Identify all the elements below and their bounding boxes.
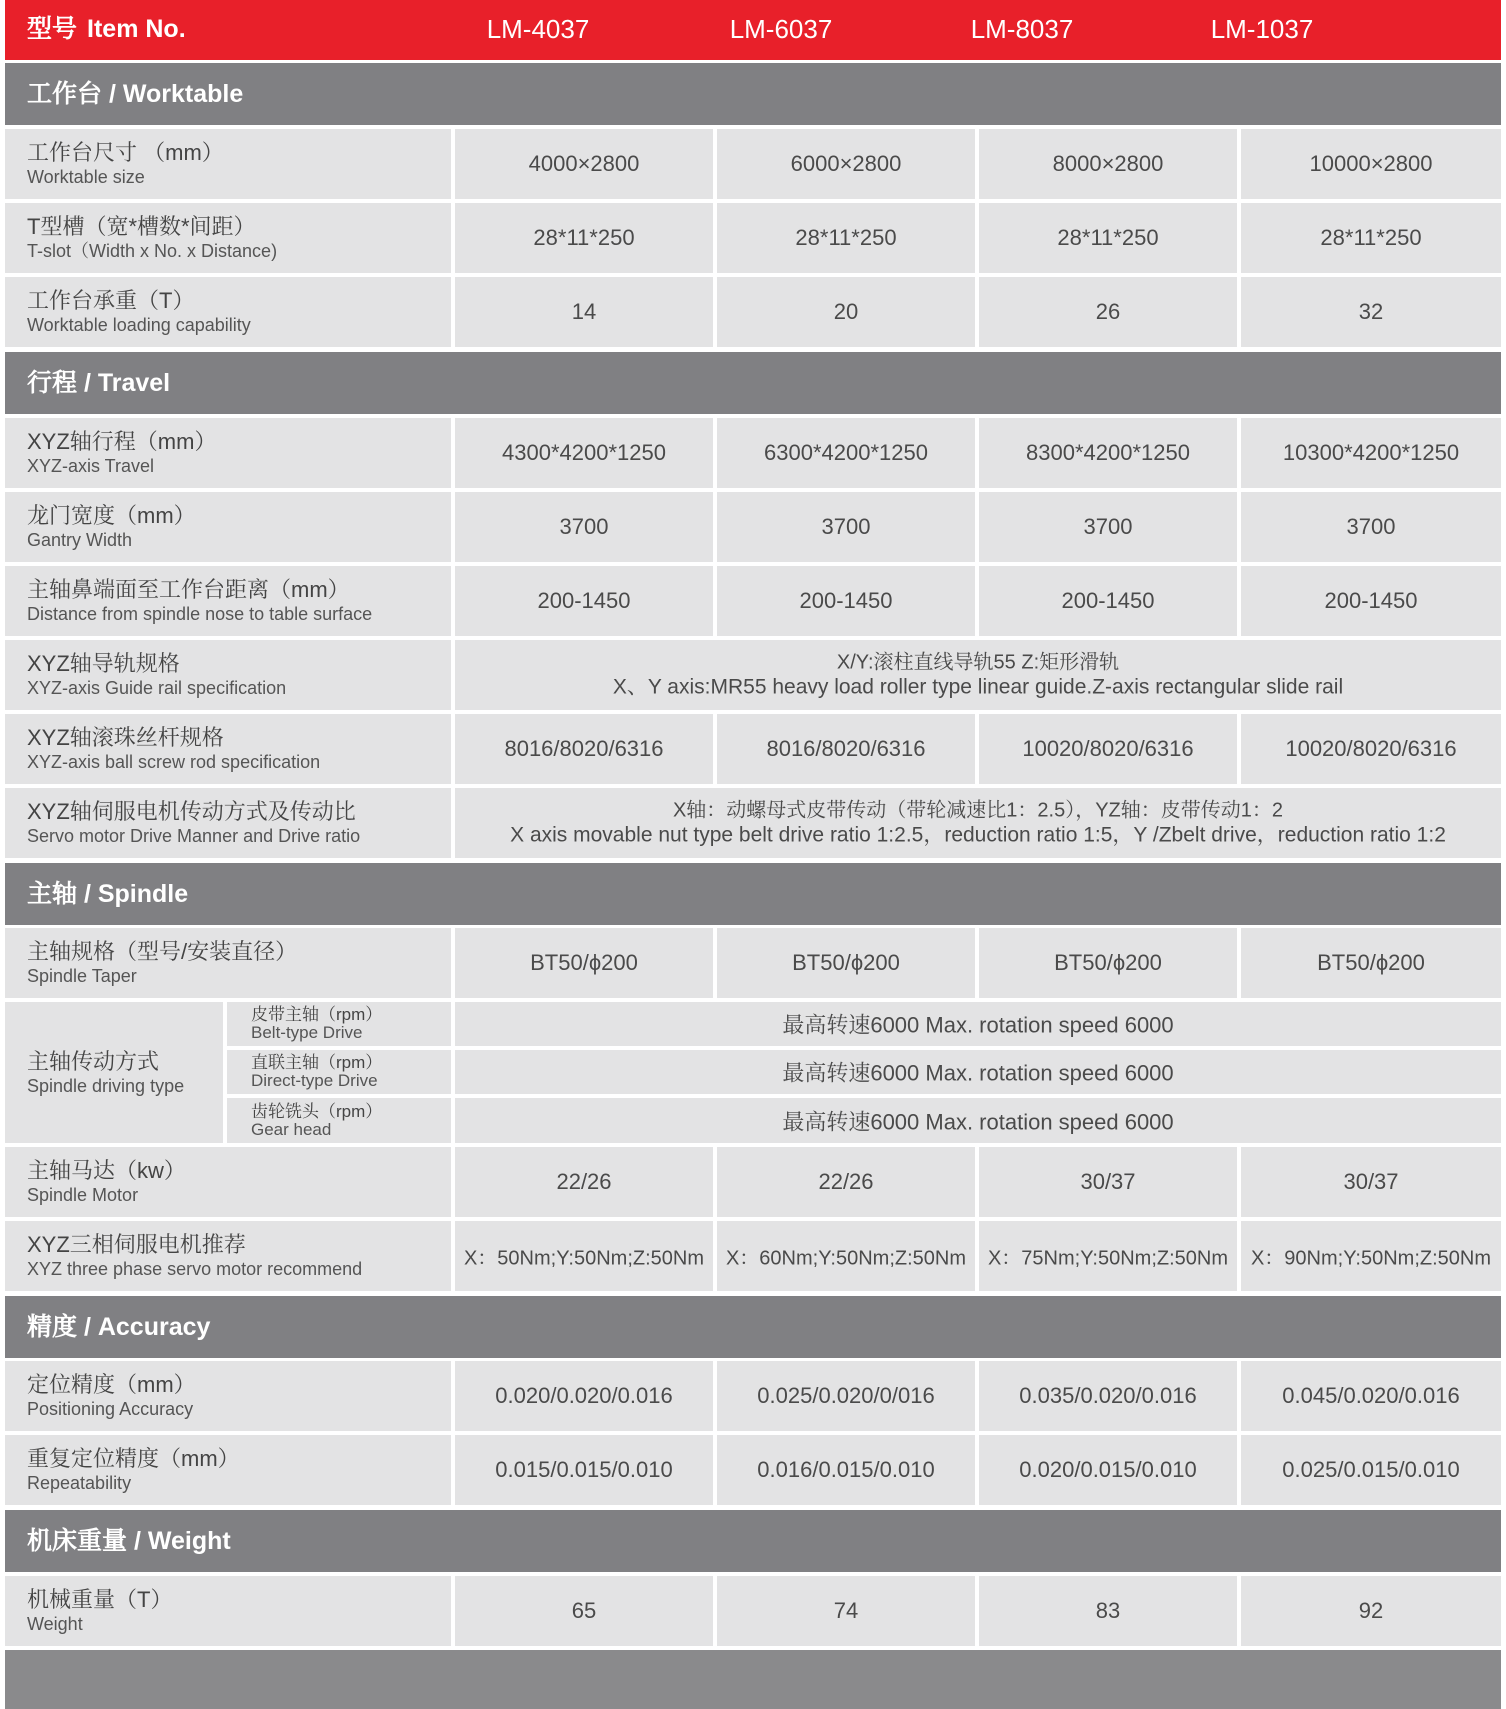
cell-value: 20 [833,299,859,324]
value-cell-span [455,640,1501,710]
cell-value [455,651,1501,700]
row-label-en: Distance from spindle nose to table surface [27,604,373,624]
row-label-en: XYZ-axis Guide rail specification [27,678,287,698]
cell-value: 6300*4200*1250 [764,440,928,465]
value-cell [455,1221,713,1291]
row-label-cn: XYZ轴滚珠丝杆规格 [27,725,224,750]
cell-value: 0.020/0.015/0.010 [1019,1457,1197,1482]
row-label-en: Weight [27,1614,83,1634]
cell-value: 0.035/0.020/0.016 [1019,1383,1197,1408]
sub-label-cn: 皮带主轴（rpm） [251,1005,383,1024]
value-cell [455,492,713,562]
row-label [27,503,196,551]
section-weight [5,1510,1501,1572]
value-cell [979,129,1237,199]
value-cell [717,714,975,784]
value-cell [455,203,713,273]
section-title: 机床重量 / Weight [27,1527,231,1555]
cell-value: 74 [833,1598,859,1623]
cell-value: 10020/8020/6316 [1285,736,1457,761]
row-label-cn: 主轴规格（型号/安装直径） [27,939,298,964]
value-cell [717,418,975,488]
cell-value: 3700 [559,514,609,539]
row-label-en: Spindle Motor [27,1185,139,1205]
value-cell [979,1576,1237,1646]
section-travel [5,352,1501,414]
row-label-cell [5,714,451,784]
cell-value: 22/26 [556,1169,612,1194]
row-label [27,1049,184,1097]
table-row [5,418,1501,492]
cell-value: 3700 [1346,514,1396,539]
cell-value: 92 [1358,1598,1384,1623]
model-lm-1037: LM-1037 [1210,14,1314,44]
row-label-en: Worktable size [27,167,145,187]
row-label-cell [5,788,451,858]
cell-value: 30/37 [1343,1169,1399,1194]
value-cell [979,492,1237,562]
table-row-driving-type [5,1002,1501,1147]
section-title: 精度 / Accuracy [27,1313,211,1341]
section-accuracy [5,1296,1501,1358]
cell-value: BT50/ϕ200 [1054,950,1162,975]
cell-value: X：75Nm;Y:50Nm;Z:50Nm [987,1247,1229,1270]
cell-value: 最高转速6000 Max. rotation speed 6000 [782,1109,1174,1134]
cell-value: 0.025/0.020/0/016 [757,1383,935,1408]
value-cell [717,1361,975,1431]
row-label [27,799,360,847]
value-cell [455,566,713,636]
row-label-cell [5,1147,451,1217]
value-cell [1241,1147,1501,1217]
row-label-cn: 工作台尺寸 （mm） [27,140,224,165]
value-cell [979,277,1237,347]
value-cell [1241,928,1501,998]
cell-value: 28*11*250 [1057,225,1159,250]
cell-value: 28*11*250 [795,225,897,250]
cell-value: 最高转速6000 Max. rotation speed 6000 [782,1060,1174,1086]
value-cell-span [455,1002,1501,1046]
cell-value: 200-1450 [537,588,631,613]
cell-value: 30/37 [1080,1169,1136,1194]
row-label-cn: 主轴传动方式 [27,1048,160,1074]
table-row [5,1221,1501,1295]
row-label-cell [5,640,451,710]
cell-value: 28*11*250 [1320,225,1422,250]
cell-value: 28*11*250 [533,225,635,250]
row-label [27,1372,196,1420]
row-label-cell [5,1361,451,1431]
cell-value: 0.045/0.020/0.016 [1282,1383,1460,1408]
row-label-cell [5,203,451,273]
sub-label [251,1006,382,1042]
model-lm-4037: LM-4037 [486,14,590,44]
value-cell [717,1221,975,1291]
value-cell [1241,566,1501,636]
section-title: 行程 / Travel [27,369,171,397]
row-label-cell [5,566,451,636]
value-cell [1241,1576,1501,1646]
cell-value: 83 [1095,1598,1121,1623]
value-cell [979,1361,1237,1431]
cell-value: 0.025/0.015/0.010 [1282,1457,1460,1482]
row-label-cn: 机械重量（T） [27,1587,173,1612]
header-label-cn: 型号 [27,15,78,43]
row-label [27,1446,240,1494]
cell-value: 3700 [821,514,871,539]
sub-label-cell [227,1002,451,1046]
row-label [27,214,277,262]
row-label [27,577,372,625]
row-label-en: T-slot（Width x No. x Distance) [27,241,278,261]
table-row [5,566,1501,640]
value-cell [1241,714,1501,784]
row-label-cn: 定位精度（mm） [27,1372,196,1397]
row-label [27,429,216,477]
cell-value: X：50Nm;Y:50Nm;Z:50Nm [463,1247,705,1270]
cell-value: 10300*4200*1250 [1282,440,1460,465]
value-cell [979,566,1237,636]
row-label [27,140,224,188]
row-label [27,725,320,773]
value-cell [979,1435,1237,1505]
value-cell [455,129,713,199]
row-label [27,1232,362,1280]
cell-value: 8016/8020/6316 [766,736,926,761]
value-cell [1241,277,1501,347]
footer-bar [5,1650,1501,1709]
value-line-cn: X/Y:滚柱直线导轨55 Z:矩形滑轨 [836,651,1120,674]
row-label-cell [5,1002,223,1143]
section-worktable [5,63,1501,125]
row-label-cn: 主轴马达（kw） [27,1158,186,1183]
value-cell [717,129,975,199]
value-cell [717,1147,975,1217]
row-label-en: Spindle Taper [27,966,137,986]
table-row [5,492,1501,566]
cell-value: 6000×2800 [790,151,902,176]
value-cell [455,928,713,998]
value-cell [1241,203,1501,273]
value-cell [979,1147,1237,1217]
value-line-en: X axis movable nut type belt drive ratio 1:2.5，reduction ratio 1:5，Y /Zbelt drive，reduction ratio 1:2 [510,823,1446,847]
cell-value: 0.015/0.015/0.010 [495,1457,673,1482]
cell-value: 10000×2800 [1309,151,1433,176]
row-label-cn: XYZ轴行程（mm） [27,429,217,454]
row-label-cn: XYZ三相伺服电机推荐 [27,1232,246,1257]
value-cell [979,1221,1237,1291]
value-cell [979,714,1237,784]
value-cell [717,277,975,347]
cell-value: 8300*4200*1250 [1026,440,1190,465]
row-label-cell [5,418,451,488]
row-label-cell [5,277,451,347]
cell-value: 8000×2800 [1052,151,1164,176]
table-row [5,714,1501,788]
value-cell [717,203,975,273]
row-label-cell [5,129,451,199]
cell-value: 200-1450 [799,588,893,613]
value-cell [979,203,1237,273]
cell-value: 最高转速6000 Max. rotation speed 6000 [782,1012,1174,1038]
cell-value: 14 [571,299,597,324]
cell-value: 26 [1095,299,1121,324]
value-cell [1241,418,1501,488]
table-row [5,640,1501,714]
cell-value: X：60Nm;Y:50Nm;Z:50Nm [725,1247,967,1270]
row-label [27,288,251,336]
value-cell [455,277,713,347]
table-row [5,1147,1501,1221]
header-label [27,0,186,60]
row-label-cn: 工作台承重（T） [27,288,195,313]
cell-value: X：90Nm;Y:50Nm;Z:50Nm [1250,1247,1492,1270]
row-label-en: Repeatability [27,1473,132,1493]
row-label-en: XYZ-axis Travel [27,456,155,476]
section-spindle [5,863,1501,925]
row-label [27,1587,172,1635]
cell-value: 200-1450 [1061,588,1155,613]
cell-value: 4000×2800 [528,151,640,176]
row-label-en: Gantry Width [27,530,133,550]
sub-label [251,1054,382,1090]
table-row [5,1576,1501,1650]
sub-label-cn: 直联主轴（rpm） [251,1053,383,1072]
section-title: 工作台 / Worktable [27,80,244,108]
value-cell-span [455,1050,1501,1094]
table-row [5,277,1501,351]
sub-label-cell [227,1050,451,1094]
value-cell [455,1435,713,1505]
value-cell [979,928,1237,998]
sub-label-en: Direct-type Drive [251,1071,378,1090]
model-lm-6037: LM-6037 [729,14,833,44]
table-row [5,788,1501,862]
value-cell [717,1435,975,1505]
value-cell-span [455,788,1501,858]
row-label-cn: XYZ轴伺服电机传动方式及传动比 [27,799,356,824]
value-cell [979,418,1237,488]
table-row [5,1435,1501,1509]
value-cell [717,566,975,636]
cell-value: 10020/8020/6316 [1022,736,1194,761]
value-cell [717,928,975,998]
section-title: 主轴 / Spindle [27,880,189,908]
value-cell [455,714,713,784]
row-label-cn: 龙门宽度（mm） [27,503,196,528]
row-label-en: Positioning Accuracy [27,1399,194,1419]
cell-value [455,799,1501,848]
row-label-cell [5,1435,451,1505]
value-cell [1241,492,1501,562]
row-label-en: Worktable loading capability [27,315,251,335]
row-label-cell [5,928,451,998]
table-header [5,0,1501,60]
row-label-en: XYZ-axis ball screw rod specification [27,752,321,772]
sub-label-en: Gear head [251,1119,332,1139]
value-cell [1241,1361,1501,1431]
row-label-en: XYZ three phase servo motor recommend [27,1259,363,1279]
table-row [5,928,1501,1002]
value-cell [455,1147,713,1217]
sub-label [251,1103,382,1139]
value-line-en: X、Y axis:MR55 heavy load roller type linear guide.Z-axis rectangular slide rail [612,675,1344,699]
row-label-cn: T型槽（宽*槽数*间距） [27,214,256,239]
header-label-en: Item No. [87,15,186,43]
sub-label-cell [227,1098,451,1143]
row-label-cn: XYZ轴导轨规格 [27,651,180,676]
row-label [27,939,297,987]
cell-value: 32 [1358,299,1384,324]
row-label-en: Spindle driving type [27,1075,185,1096]
cell-value: 3700 [1083,514,1133,539]
row-label-cn: 重复定位精度（mm） [27,1446,240,1471]
row-label-cell [5,492,451,562]
sub-label-en: Belt-type Drive [251,1023,363,1042]
value-cell [717,1576,975,1646]
value-cell-span [455,1098,1501,1143]
model-lm-8037: LM-8037 [970,14,1074,44]
value-cell [455,418,713,488]
value-cell [717,492,975,562]
table-row [5,203,1501,277]
value-cell [455,1576,713,1646]
sub-label-cn: 齿轮铣头（rpm） [251,1101,383,1121]
cell-value: 200-1450 [1324,588,1418,613]
row-label-cell [5,1221,451,1291]
value-cell [1241,129,1501,199]
cell-value: 22/26 [818,1169,874,1194]
row-label-cell [5,1576,451,1646]
cell-value: BT50/ϕ200 [1317,950,1425,975]
cell-value: 4300*4200*1250 [502,440,666,465]
row-label [27,651,286,699]
row-label-cn: 主轴鼻端面至工作台距离（mm） [27,577,350,602]
value-cell [1241,1435,1501,1505]
cell-value: 0.020/0.020/0.016 [495,1383,673,1408]
value-cell [455,1361,713,1431]
cell-value: BT50/ϕ200 [792,950,900,975]
cell-value: 0.016/0.015/0.010 [757,1457,935,1482]
row-label [27,1158,186,1206]
cell-value: 65 [571,1598,597,1623]
table-row [5,1361,1501,1435]
value-line-cn: X轴：动螺母式皮带传动（带轮减速比1：2.5），YZ轴：皮带传动1：2 [672,799,1284,822]
cell-value: 8016/8020/6316 [504,736,664,761]
cell-value: BT50/ϕ200 [530,950,638,975]
value-cell [1241,1221,1501,1291]
table-row [5,129,1501,203]
row-label-en: Servo motor Drive Manner and Drive ratio [27,826,361,846]
